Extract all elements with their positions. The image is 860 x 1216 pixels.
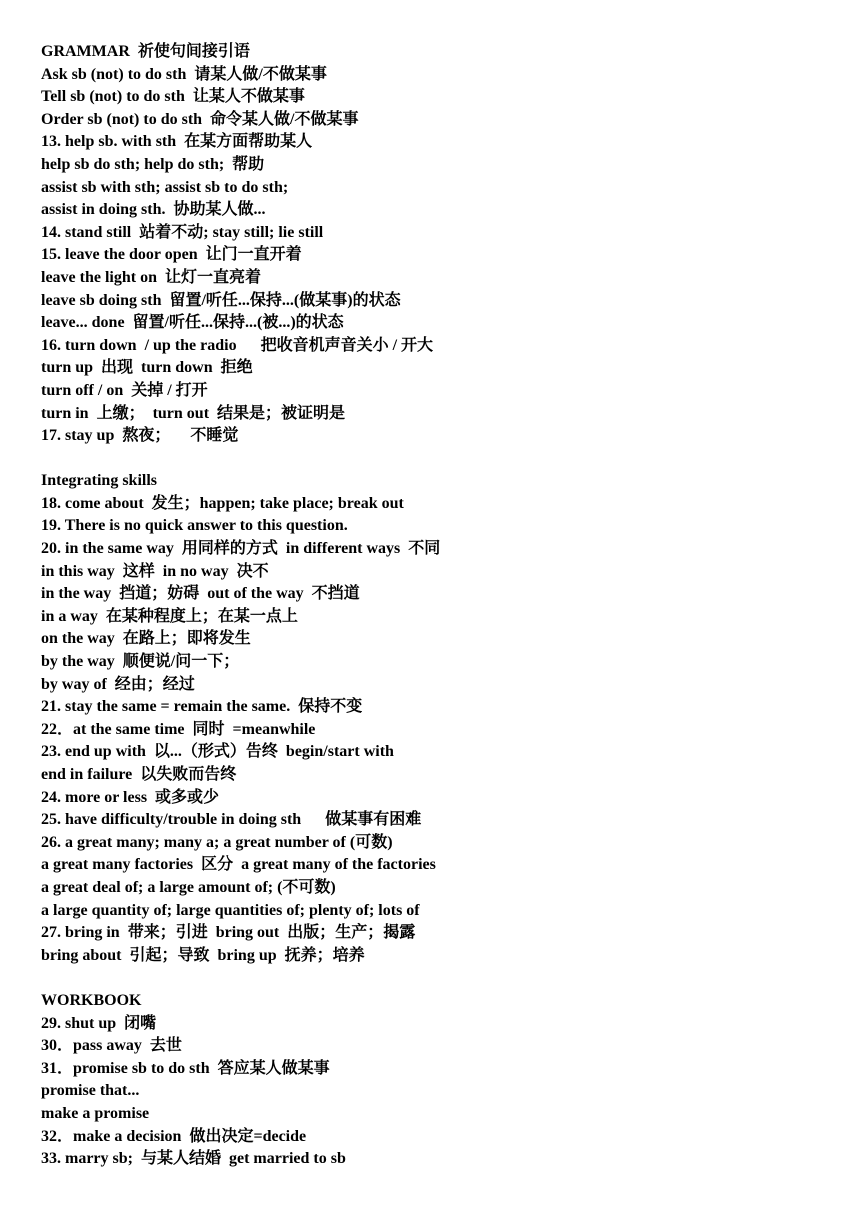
text-line: assist sb with sth; assist sb to do sth; (41, 178, 289, 196)
text-line: turn up 出现 turn down 拒绝 (41, 359, 253, 377)
text-line: 18. come about 发生；happen; take place; break out (41, 494, 404, 512)
text-line: in this way 这样 in no way 决不 (41, 562, 269, 580)
text-line: 17. stay up 熬夜； 不睡觉 (41, 427, 239, 445)
section-grammar (41, 41, 840, 448)
text-line: 20. in the same way 用同样的方式 in different ways 不同 (41, 540, 441, 558)
text-line: 14. stand still 站着不动; stay still; lie still (41, 223, 324, 241)
text-line: 26. a great many; many a; a great number of (可数) (41, 833, 393, 851)
section-spacer (41, 448, 840, 471)
text-line: assist in doing sth. 协助某人做... (41, 201, 266, 219)
text-line: by way of 经由；经过 (41, 675, 195, 693)
text-line: 16. turn down / up the radio 把收音机声音关小 / 开大 (41, 336, 434, 354)
text-line: 23. end up with 以...（形式）告终 begin/start with (41, 743, 394, 761)
text-line: a great deal of; a large amount of; (不可数) (41, 878, 336, 896)
text-line: in a way 在某种程度上；在某一点上 (41, 607, 298, 625)
text-line: 13. help sb. with sth 在某方面帮助某人 (41, 133, 313, 151)
text-line: 21. stay the same = remain the same. 保持不变 (41, 698, 363, 716)
text-line: on the way 在路上；即将发生 (41, 630, 251, 648)
text-line: 15. leave the door open 让门一直开着 (41, 246, 302, 264)
line-workbook-heading: WORKBOOK (41, 991, 142, 1009)
text-line: leave the light on 让灯一直亮着 (41, 268, 261, 286)
text-line: Ask sb (not) to do sth 请某人做/不做某事 (41, 65, 327, 83)
text-line: 32．make a decision 做出决定=decide (41, 1127, 307, 1145)
text-line: 29. shut up 闭嘴 (41, 1014, 157, 1032)
text-line: in the way 挡道；妨碍 out of the way 不挡道 (41, 585, 360, 603)
text-line: leave... done 留置/听任...保持...(被...)的状态 (41, 314, 344, 332)
text-line: Order sb (not) to do sth 命令某人做/不做某事 (41, 110, 359, 128)
section-spacer (41, 967, 840, 990)
text-line: bring about 引起；导致 bring up 抚养；培养 (41, 946, 365, 964)
document-page (41, 41, 840, 1171)
text-line: end in failure 以失败而告终 (41, 766, 237, 783)
text-line: 30．pass away 去世 (41, 1037, 182, 1055)
text-line: by the way 顺便说/问一下； (41, 653, 240, 671)
text-line: 19. There is no quick answer to this question. (41, 517, 348, 535)
text-line: make a promise (41, 1104, 150, 1122)
text-line: 24. more or less 或多或少 (41, 788, 220, 806)
text-line: a great many factories 区分 a great many of the factories (41, 856, 436, 874)
text-line: turn off / on 关掉 / 打开 (41, 381, 208, 399)
text-line: Tell sb (not) to do sth 让某人不做某事 (41, 88, 305, 106)
section-workbook (41, 990, 840, 1171)
text-line: 22．at the same time 同时 =meanwhile (41, 720, 316, 738)
text-line: 25. have difficulty/trouble in doing sth 做某事有困难 (41, 811, 422, 829)
text-line: help sb do sth; help do sth; 帮助 (41, 155, 265, 173)
line-grammar-heading: GRAMMAR 祈使句间接引语 (41, 43, 250, 60)
text-line: 33. marry sb; 与某人结婚 get married to sb (41, 1150, 346, 1168)
text-line: leave sb doing sth 留置/听任...保持...(做某事)的状态 (41, 291, 401, 309)
text-line: 31．promise sb to do sth 答应某人做某事 (41, 1059, 330, 1077)
text-line: 27. bring in 带来；引进 bring out 出版；生产；揭露 (41, 924, 416, 942)
text-line: a large quantity of; large quantities of; plenty of; lots of (41, 901, 420, 919)
text-line: turn in 上缴； turn out 结果是；被证明是 (41, 404, 346, 422)
section-integrating-skills (41, 470, 840, 967)
text-line: promise that... (41, 1082, 140, 1100)
line-integrating-skills-heading: Integrating skills (41, 472, 158, 490)
